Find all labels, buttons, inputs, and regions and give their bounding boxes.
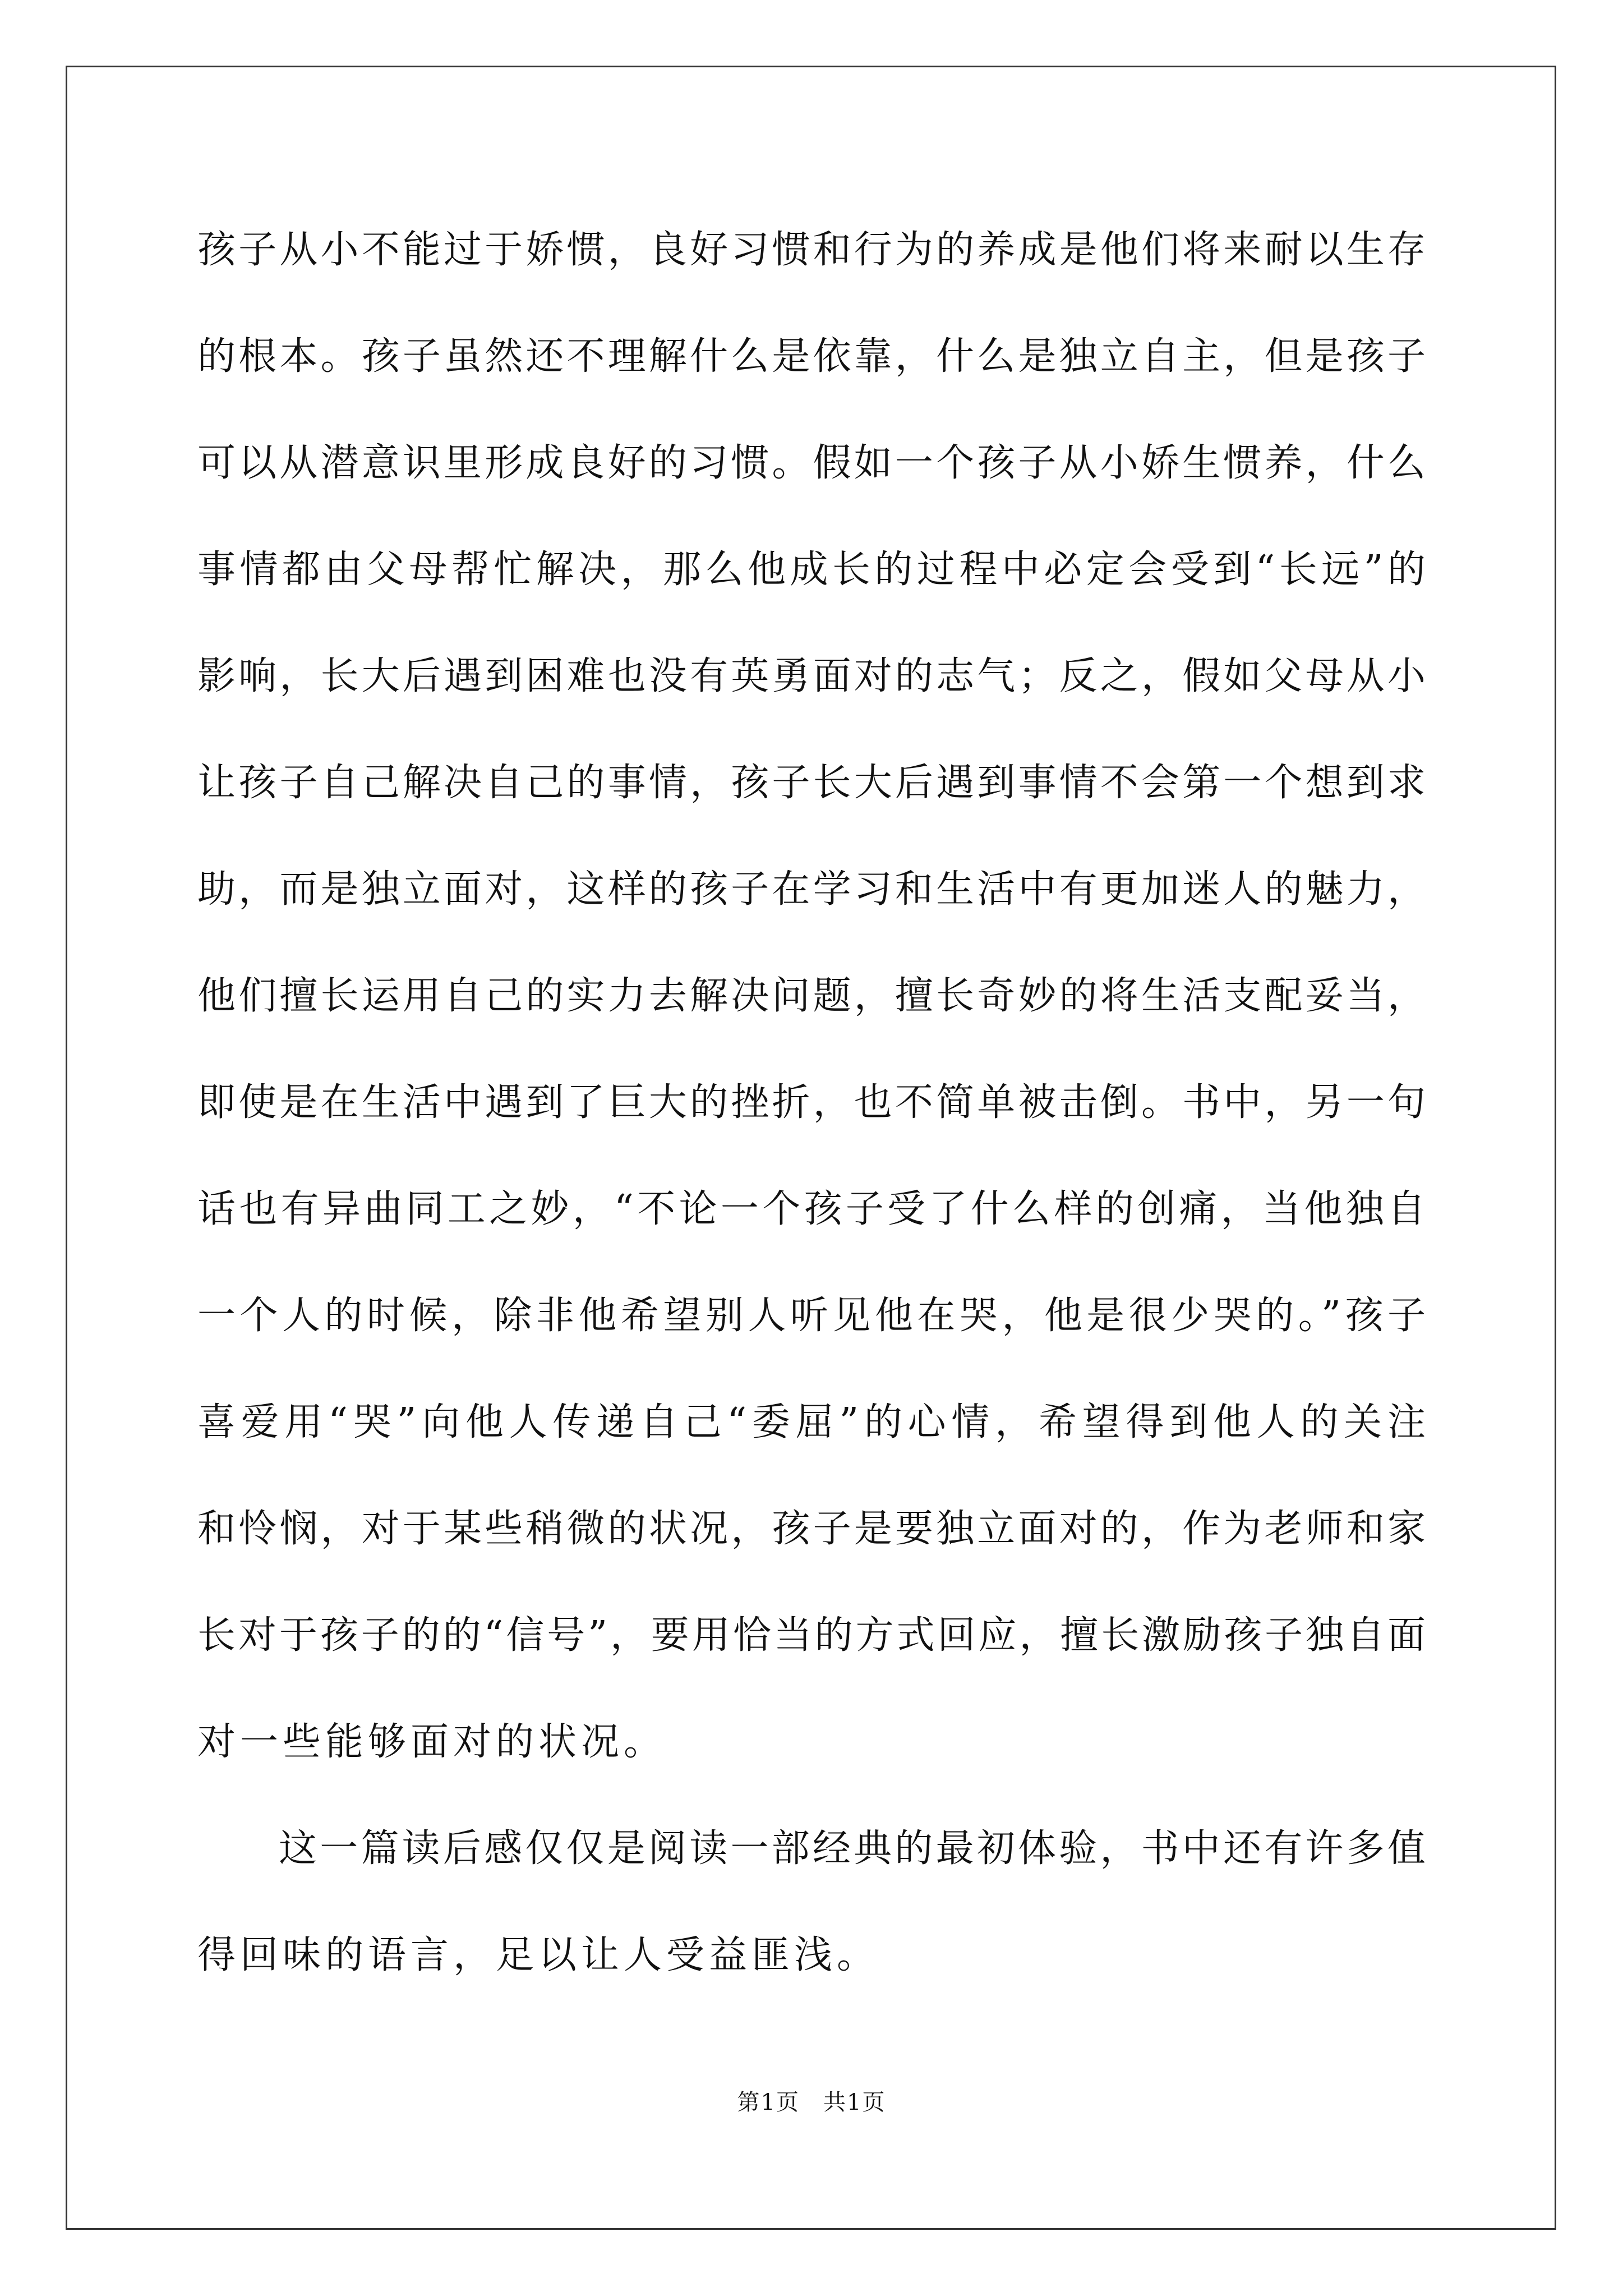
paragraph-line: 让孩子自己解决自己的事情，孩子长大后遇到事情不会第一个想到求 [197, 761, 1426, 805]
paragraph-line: 对一些能够面对的状况。 [197, 1720, 667, 1764]
paragraph-line: 事情都由父母帮忙解决，那么他成长的过程中必定会受到“长远”的 [197, 547, 1426, 592]
page-number-footer: 第1页 共1页 [737, 2090, 886, 2115]
paragraph-line: 和怜悯，对于某些稍微的状况，孩子是要独立面对的，作为老师和家 [197, 1507, 1426, 1551]
paragraph-line: 助，而是独立面对，这样的孩子在学习和生活中有更加迷人的魅力， [197, 867, 1426, 912]
paragraph-line: 得回味的语言，足以让人受益匪浅。 [197, 1933, 880, 1977]
paragraph-line: 长对于孩子的的“信号”，要用恰当的方式回应，擅长激励孩子独自面 [197, 1613, 1426, 1658]
paragraph-line: 他们擅长运用自己的实力去解决问题，擅长奇妙的将生活支配妥当， [197, 974, 1426, 1018]
paragraph-line: 孩子从小不能过于娇惯，良好习惯和行为的养成是他们将来耐以生存 [197, 228, 1426, 272]
paragraph-line: 一个人的时候，除非他希望别人听见他在哭，他是很少哭的。”孩子 [197, 1294, 1426, 1338]
paragraph-line: 可以从潜意识里形成良好的习惯。假如一个孩子从小娇生惯养，什么 [197, 441, 1426, 485]
paragraph-line: 喜爱用“哭”向他人传递自己“委屈”的心情，希望得到他人的关注 [197, 1400, 1426, 1444]
paragraph-line: 这一篇读后感仅仅是阅读一部经典的最初体验，书中还有许多值 [279, 1826, 1426, 1871]
paragraph-line: 影响，长大后遇到困难也没有英勇面对的志气；反之，假如父母从小 [197, 654, 1426, 698]
paragraph-line: 即使是在生活中遇到了巨大的挫折，也不简单被击倒。书中，另一句 [197, 1080, 1426, 1125]
paragraph-line: 话也有异曲同工之妙，“不论一个孩子受了什么样的创痛，当他独自 [197, 1187, 1426, 1231]
paragraph-line: 的根本。孩子虽然还不理解什么是依靠，什么是独立自主，但是孩子 [197, 334, 1426, 379]
